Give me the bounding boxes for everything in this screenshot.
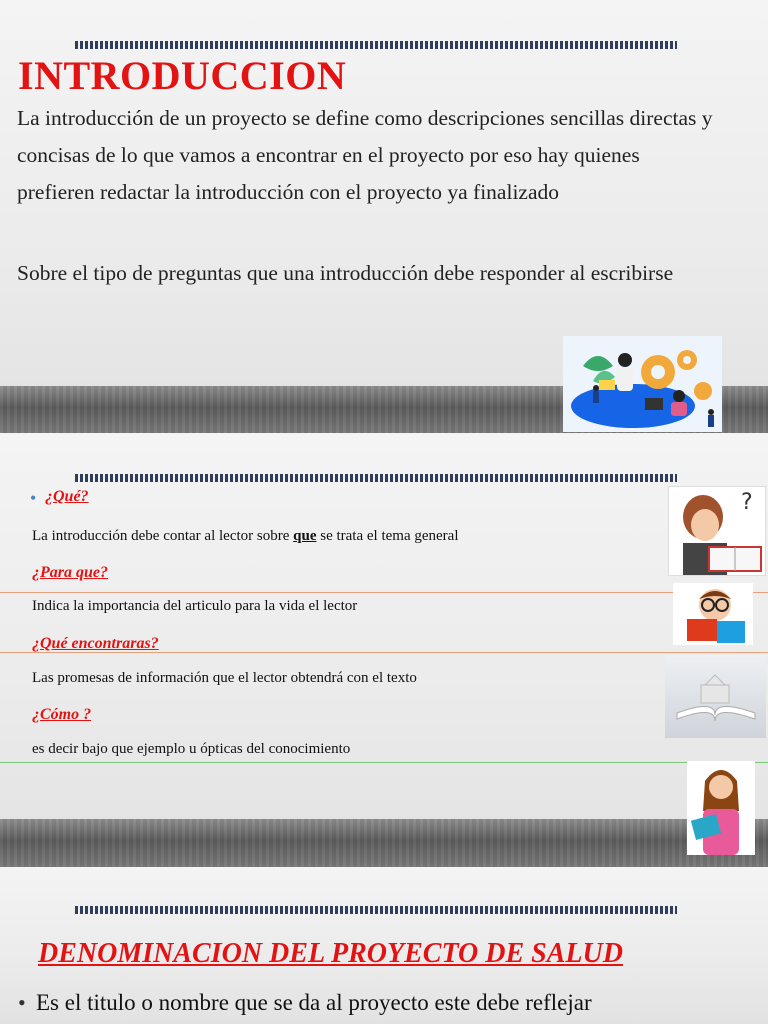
answer-que-emph: que (293, 528, 317, 544)
bullet-marker: • (18, 990, 26, 1015)
answer-que-before: La introducción debe contar al lector sobre (32, 528, 294, 544)
divider-line-orange-2 (0, 652, 768, 653)
open-book-illustration (665, 655, 766, 738)
slide-preguntas (0, 433, 768, 867)
reading-boy-illustration (673, 583, 753, 645)
bullet-marker: • (30, 488, 37, 508)
reading-woman-illustration (687, 761, 755, 855)
answer-como: es decir bajo que ejemplo u ópticas del conocimiento (32, 741, 351, 757)
teamwork-gears-illustration (563, 336, 722, 432)
floor-band (0, 819, 768, 867)
decorative-stripe (75, 474, 677, 482)
slide-title-denominacion: DENOMINACION DEL PROYECTO DE SALUD (38, 938, 623, 969)
divider-line-orange (0, 592, 768, 593)
question-que-encontraras: ¿Qué encontraras? (32, 635, 159, 652)
answer-para-que: Indica la importancia del articulo para la vida el lector (32, 598, 358, 614)
question-para-que: ¿Para que? (32, 564, 108, 581)
divider-line-green (0, 762, 768, 763)
denominacion-text: Es el titulo o nombre que se da al proyecto este debe reflejar (36, 990, 592, 1015)
slide-title: INTRODUCCION (18, 53, 347, 98)
question-como: ¿Cómo ? (32, 706, 92, 723)
decorative-stripe (75, 906, 677, 914)
slide-introduccion (0, 0, 768, 433)
intro-paragraph: La introducción de un proyecto se define como descripciones sencillas directas y concisas de lo que vamos a encontrar en el proyecto por eso hay quienes prefieren redactar la introducción con el proyecto ya finalizado (17, 106, 713, 204)
confused-reader-illustration (668, 486, 766, 576)
decorative-stripe (75, 41, 677, 49)
svg-text:?: ? (741, 490, 753, 515)
answer-que (32, 528, 459, 545)
questions-paragraph: Sobre el tipo de preguntas que una introducción debe responder al escribirse (17, 261, 674, 285)
question-que: ¿Qué? (45, 488, 89, 505)
answer-que-after: se trata el tema general (316, 528, 459, 544)
answer-que-encontraras: Las promesas de información que el lector obtendrá con el texto (32, 670, 417, 686)
